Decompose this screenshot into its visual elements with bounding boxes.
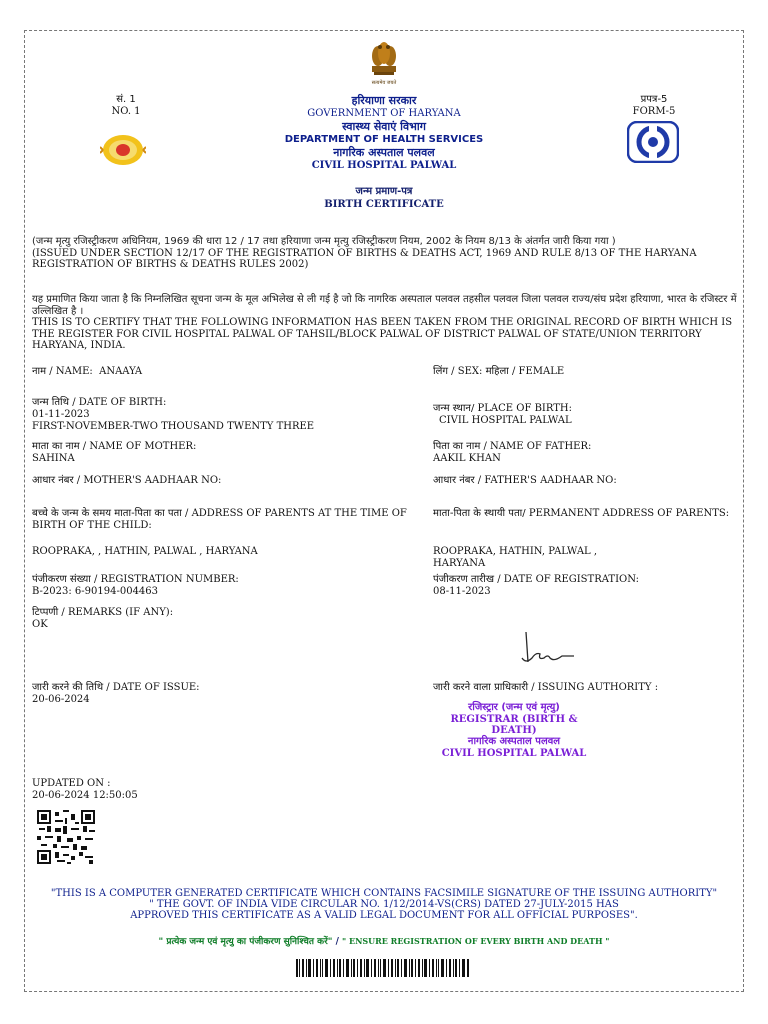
certificate-title-english: BIRTH CERTIFICATE: [324, 199, 444, 210]
father-name-value: AAKIL KHAN: [433, 453, 501, 464]
issued-under-hindi: (जन्म मृत्यु रजिस्ट्रीकरण अधिनियम, 1969 की धारा 12 / 17 तथा हरियाणा जन्म मृत्यु रजिस्ट्रीकरण नियम, 2002 के नियम 8/13 के अंतर्गत जारी किया गया ): [32, 236, 616, 247]
registrar-title-english: REGISTRAR (BIRTH & DEATH): [450, 714, 578, 736]
name-row: [32, 366, 142, 378]
sex-value: / FEMALE: [508, 366, 565, 377]
signature-image: [512, 628, 582, 668]
sex-value-hindi: महिला: [485, 366, 509, 377]
mother-aadhaar-row: [32, 475, 221, 487]
emblem-motto: सत्यमेव जयते: [371, 80, 397, 86]
hospital-name-hindi: नागरिक अस्पताल पलवल: [333, 146, 435, 159]
signature: [512, 628, 582, 668]
issue-date-label: / DATE OF ISSUE:: [103, 682, 200, 693]
authority-label: / ISSUING AUTHORITY :: [528, 682, 659, 693]
barcode: [296, 959, 470, 977]
dept-name-hindi: स्वास्थ्य सेवाएं विभाग: [342, 120, 426, 133]
haryana-logo: [100, 134, 146, 166]
footer-computer-generated: "THIS IS A COMPUTER GENERATED CERTIFICATE WHICH CONTAINS FACSIMILE SIGNATURE OF THE ISSUING AUTHORITY": [50, 888, 718, 899]
authority-row: [433, 682, 658, 694]
permanent-address-line2: HARYANA: [433, 558, 486, 569]
birth-address-label-hindi: बच्चे के जन्म के समय माता-पिता का पता: [32, 508, 182, 519]
national-emblem: [364, 40, 404, 84]
haryana-seal-icon: [100, 134, 146, 166]
issue-date-value: 20-06-2024: [32, 694, 90, 705]
form-no-english: FORM-5: [632, 106, 676, 117]
permanent-address-label-hindi: माता-पिता के स्थायी पता/: [433, 508, 526, 519]
father-aadhaar-label: / FATHER'S AADHAAR NO:: [474, 475, 617, 486]
name-value: ANAAYA: [99, 366, 143, 377]
certificate-title-hindi: जन्म प्रमाण-पत्र: [355, 186, 413, 197]
father-label-hindi: पिता का नाम: [433, 441, 481, 452]
father-label: / NAME OF FATHER:: [480, 441, 592, 452]
certify-text-english: THIS IS TO CERTIFY THAT THE FOLLOWING INFORMATION HAS BEEN TAKEN FROM THE ORIGINAL RECORD OF BIRTH WHICH IS THE REGISTER FOR CIVIL HOSPITAL PALWAL OF TAHSIL/BLOCK PALWAL OF DISTRICT PALWAL OF STATE/UNION TERRITORY HARYANA, INDIA.: [32, 317, 733, 351]
updated-on-value: 20-06-2024 12:50:05: [32, 790, 138, 801]
footer-approval: APPROVED THIS CERTIFICATE AS A VALID LEGAL DOCUMENT FOR ALL OFFICIAL PURPOSES".: [130, 910, 638, 921]
reg-no-label: / REGISTRATION NUMBER:: [90, 574, 239, 585]
registrar-hospital-english: CIVIL HOSPITAL PALWAL: [441, 748, 587, 759]
mother-label-hindi: माता का नाम: [32, 441, 80, 452]
remarks-value: OK: [32, 619, 48, 630]
qr-code: [37, 810, 95, 864]
footer-circular: " THE GOVT. OF INDIA VIDE CIRCULAR NO. 1/12/2014-VS(CRS) DATED 27-JULY-2015 HAS: [149, 899, 619, 910]
reg-no-label-hindi: पंजीकरण संख्या: [32, 574, 91, 585]
sex-row: [433, 366, 564, 378]
sex-label: / SEX:: [448, 366, 483, 377]
pob-label: PLACE OF BIRTH:: [474, 403, 572, 414]
slogan-separator: /: [332, 937, 343, 947]
registrar-hospital-hindi: नागरिक अस्पताल पलवल: [467, 736, 561, 747]
name-label-hindi: नाम: [32, 366, 47, 377]
permanent-address-line1: ROOPRAKA, HATHIN, PALWAL ,: [433, 546, 598, 557]
dob-value: 01-11-2023: [32, 409, 90, 420]
qr-code-icon: [37, 810, 95, 864]
mother-aadhaar-label-hindi: आधार नंबर: [32, 475, 74, 486]
serial-no-english: NO. 1: [111, 106, 141, 117]
dept-name-english: DEPARTMENT OF HEALTH SERVICES: [284, 134, 484, 145]
hospital-name-english: CIVIL HOSPITAL PALWAL: [311, 160, 457, 171]
slogan-english: " ENSURE REGISTRATION OF EVERY BIRTH AND DEATH ": [342, 936, 610, 946]
pob-label-hindi: जन्म स्थान/: [433, 403, 475, 414]
ashoka-emblem-icon: [364, 40, 404, 76]
father-aadhaar-row: [433, 475, 617, 487]
mother-name-value: SAHINA: [32, 453, 75, 464]
certify-text-hindi: यह प्रमाणित किया जाता है कि निम्नलिखित सूचना जन्म के मूल अभिलेख से ली गई है जो कि नागरिक अस्पताल पलवल तहसील पलवल जिला पलवल राज्य/संघ प्रदेश हरियाणा, भारत के रजिस्टर में उल्लिखित है ।: [32, 294, 737, 317]
updated-on-label: UPDATED ON :: [32, 778, 111, 789]
serial-no-hindi: सं. 1: [116, 94, 136, 105]
issued-under-english: (ISSUED UNDER SECTION 12/17 OF THE REGISTRATION OF BIRTHS & DEATHS ACT, 1969 AND RULE 8/13 OF THE HARYANA REGISTRATION OF BIRTHS & DEATHS RULES 2002): [32, 247, 697, 270]
reg-date-label-hindi: पंजीकरण तारीख: [433, 574, 495, 585]
remarks-label-hindi: टिप्पणी: [32, 607, 59, 618]
issue-date-label-hindi: जारी करने की तिथि: [32, 682, 104, 693]
mother-aadhaar-label: / MOTHER'S AADHAAR NO:: [73, 475, 222, 486]
slogan-hindi: " प्रत्येक जन्म एवं मृत्यु का पंजीकरण सुनिश्चित करें": [158, 937, 333, 947]
mother-label: / NAME OF MOTHER:: [79, 441, 197, 452]
govt-name-hindi: हरियाणा सरकार: [351, 94, 417, 107]
remarks-label: / REMARKS (IF ANY):: [58, 607, 174, 618]
dob-label: / DATE OF BIRTH:: [69, 397, 167, 408]
pob-value: CIVIL HOSPITAL PALWAL: [439, 415, 572, 426]
father-aadhaar-label-hindi: आधार नंबर: [433, 475, 475, 486]
crs-logo-icon: [627, 121, 679, 163]
registration-number-value: B-2023: 6-90194-004463: [32, 586, 159, 597]
registration-date-value: 08-11-2023: [433, 586, 491, 597]
barcode-icon: [296, 959, 470, 977]
crs-logo: [627, 121, 679, 163]
govt-name-english: GOVERNMENT OF HARYANA: [307, 108, 461, 119]
reg-date-label: / DATE OF REGISTRATION:: [494, 574, 639, 585]
registrar-title-hindi: रजिस्ट्रार (जन्म एवं मृत्यु): [468, 702, 560, 713]
dob-in-words: FIRST-NOVEMBER-TWO THOUSAND TWENTY THREE: [32, 421, 315, 432]
form-no-hindi: प्रपत्र-5: [640, 94, 668, 105]
permanent-address-label: PERMANENT ADDRESS OF PARENTS:: [525, 508, 730, 519]
birth-address-value: ROOPRAKA, , HATHIN, PALWAL , HARYANA: [32, 546, 258, 557]
name-label: / NAME:: [46, 366, 93, 377]
authority-label-hindi: जारी करने वाला प्राधिकारी: [433, 682, 529, 693]
birth-address-label: / ADDRESS OF PARENTS AT THE TIME OF BIRTH OF THE CHILD:: [32, 508, 407, 531]
sex-label-hindi: लिंग: [433, 366, 448, 377]
dob-label-hindi: जन्म तिथि: [32, 397, 70, 408]
